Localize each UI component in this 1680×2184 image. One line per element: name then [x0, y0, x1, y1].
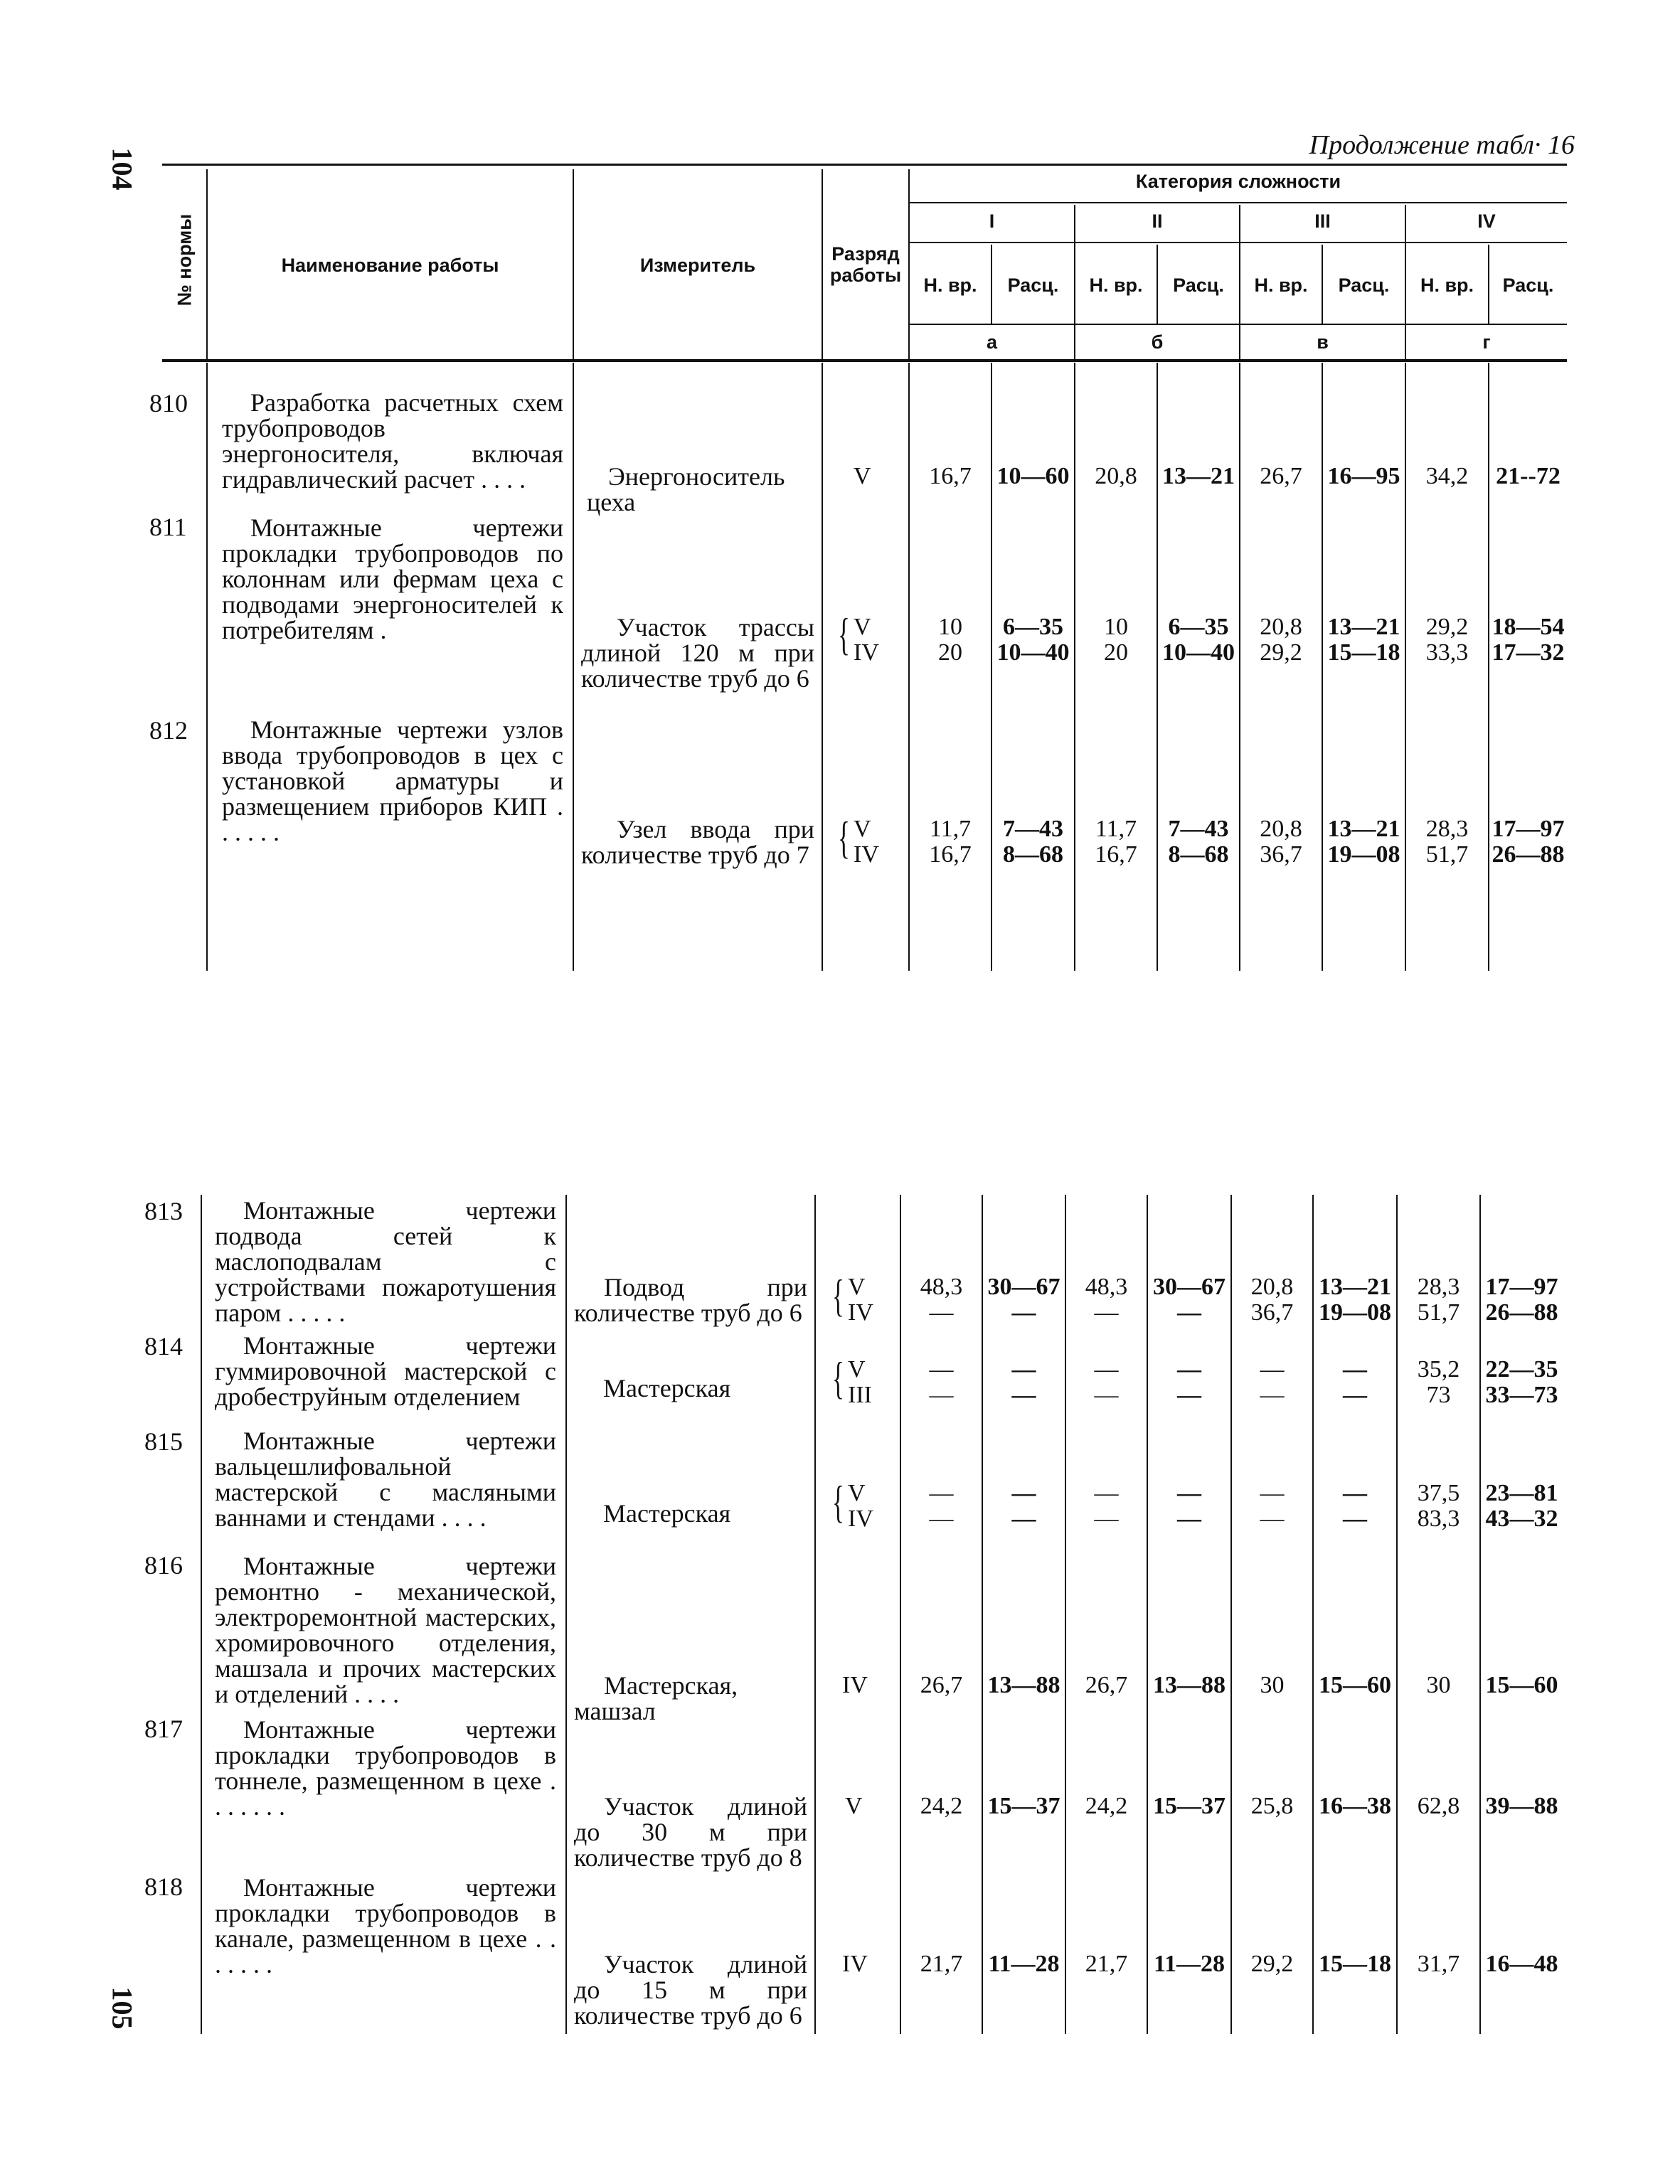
rasc-cat1: 8—68	[1003, 841, 1063, 868]
nvr-cat3: 36,7	[1260, 841, 1302, 868]
rasc-cat3: 19—08	[1327, 841, 1400, 868]
rasc-cat1: 6—35	[1003, 614, 1063, 640]
rank: V	[848, 1480, 866, 1506]
rasc-cat2: 13—21	[1162, 463, 1235, 489]
nvr-cat1: 11,7	[929, 816, 972, 842]
rasc-cat3: 13—21	[1327, 816, 1400, 842]
nvr-cat4: 28,3	[1425, 816, 1469, 842]
header-work-name: Наименование работы	[281, 255, 499, 276]
norm-number: 815	[144, 1427, 183, 1456]
nvr-cat4: 31,7	[1417, 1951, 1460, 1977]
rank: IV	[848, 1299, 873, 1326]
rank-brace: {	[832, 1476, 844, 1527]
nvr-cat4: 33,3	[1425, 639, 1469, 666]
norm-number: 813	[144, 1197, 183, 1225]
rasc-cat1: —	[1011, 1299, 1036, 1326]
work-name: Монтажные чертежи ремонтно - механической, электроремонтной мастерских, хромировочного отделения, машзала и прочих мастерских и отделений . . . .	[215, 1552, 556, 1708]
header-letter-a: а	[986, 331, 998, 353]
nvr-cat1: —	[929, 1506, 954, 1532]
rank: V	[848, 1274, 866, 1300]
rasc-cat1: 10—60	[996, 463, 1070, 489]
nvr-cat2: 11,7	[1095, 816, 1137, 842]
header-nvr: Н. вр.	[1254, 275, 1308, 296]
nvr-cat2: 21,7	[1085, 1951, 1128, 1977]
rasc-cat1: 7—43	[1003, 816, 1063, 842]
nvr-cat3: 20,8	[1260, 816, 1302, 842]
rasc-cat3: 15—18	[1319, 1951, 1391, 1977]
work-name: Монтажные чертежи гуммировочной мастерской с дробеструйным отделением	[215, 1331, 556, 1411]
rasc-cat4: 33—73	[1485, 1382, 1558, 1408]
work-name: Разработка расчетных схем трубопроводов энергоносителя, включая гидравлический расчет . . . .	[222, 388, 563, 494]
nvr-cat4: 30	[1426, 1672, 1451, 1698]
header-nvr: Н. вр.	[923, 275, 977, 296]
measure: Энергоноситель цеха	[587, 462, 785, 516]
header-nvr: Н. вр.	[1089, 275, 1143, 296]
nvr-cat1: 26,7	[920, 1672, 963, 1698]
norm-number: 811	[149, 513, 187, 541]
header-rasc: Расц.	[1173, 275, 1224, 296]
rasc-cat4: 15—60	[1485, 1672, 1558, 1698]
measure: Участок длиной до 30 м при количестве труб до 8	[574, 1792, 807, 1872]
rasc-cat4: 43—32	[1485, 1506, 1558, 1532]
nvr-cat4: 35,2	[1417, 1356, 1460, 1383]
rasc-cat2: 6—35	[1168, 614, 1229, 640]
rasc-cat3: 13—21	[1319, 1274, 1391, 1300]
nvr-cat3: —	[1260, 1480, 1285, 1506]
work-name: Монтажные чертежи прокладки трубопроводов по колоннам или фермам цеха с подводами энергоносителей к потребителям .	[222, 513, 563, 644]
work-name: Монтажные чертежи подвода сетей к маслоподвалам с устройствами пожаротушения паром . . . . .	[215, 1196, 556, 1327]
rasc-cat1: 10—40	[996, 639, 1070, 666]
nvr-cat1: 20	[938, 639, 962, 666]
nvr-cat3: 30	[1260, 1672, 1285, 1698]
rasc-cat2: 7—43	[1168, 816, 1229, 842]
nvr-cat3: 29,2	[1250, 1951, 1294, 1977]
rasc-cat1: —	[1011, 1356, 1036, 1383]
nvr-cat3: —	[1260, 1356, 1285, 1383]
nvr-cat4: 73	[1426, 1382, 1451, 1408]
header-letter-v: в	[1317, 331, 1329, 353]
rasc-cat4: 26—88	[1485, 1299, 1558, 1326]
rasc-cat2: —	[1177, 1356, 1201, 1383]
rank: V	[854, 816, 871, 842]
rasc-cat3: 15—18	[1327, 639, 1400, 666]
norm-number: 817	[144, 1715, 183, 1743]
rank: V	[845, 1793, 863, 1819]
table-continuation-caption: Продолжение табл· 16	[1309, 130, 1575, 160]
measure: Мастерская	[603, 1374, 731, 1402]
rank: IV	[854, 841, 879, 868]
nvr-cat3: —	[1260, 1382, 1285, 1408]
header-cat-iv: IV	[1477, 211, 1496, 232]
header-cat-iii: III	[1314, 211, 1331, 232]
nvr-cat4: 51,7	[1425, 841, 1469, 868]
rasc-cat2: —	[1177, 1382, 1201, 1408]
work-name: Монтажные чертежи узлов ввода трубопроводов в цех с установкой арматуры и размещением приборов КИП . . . . . .	[222, 715, 563, 846]
rasc-cat3: —	[1343, 1480, 1367, 1506]
nvr-cat4: 28,3	[1417, 1274, 1460, 1300]
header-nvr: Н. вр.	[1420, 275, 1474, 296]
nvr-cat3: 29,2	[1260, 639, 1302, 666]
nvr-cat3: 26,7	[1260, 463, 1302, 489]
nvr-cat2: 24,2	[1085, 1793, 1128, 1819]
rank: IV	[842, 1951, 868, 1977]
rasc-cat3: 16—95	[1327, 463, 1400, 489]
norm-number: 810	[149, 389, 188, 417]
rank: V	[854, 463, 871, 489]
nvr-cat4: 62,8	[1417, 1793, 1460, 1819]
rasc-cat1: —	[1011, 1382, 1036, 1408]
header-norm-number: № нормы	[174, 213, 196, 307]
work-name: Монтажные чертежи прокладки трубопроводов в тоннеле, размещенном в цехе . . . . . . .	[215, 1715, 556, 1821]
nvr-cat1: 21,7	[920, 1951, 963, 1977]
nvr-cat2: —	[1094, 1299, 1119, 1326]
page-number-right: 105	[106, 1986, 139, 2030]
nvr-cat2: —	[1094, 1506, 1119, 1532]
nvr-cat3: —	[1260, 1506, 1285, 1532]
rasc-cat2: 30—67	[1153, 1274, 1226, 1300]
rasc-cat3: —	[1343, 1356, 1367, 1383]
rasc-cat3: —	[1343, 1506, 1367, 1532]
nvr-cat1: —	[929, 1356, 954, 1383]
nvr-cat1: —	[929, 1382, 954, 1408]
rasc-cat4: 18—54	[1492, 614, 1565, 640]
rank-brace: {	[832, 1353, 844, 1403]
measure: Мастерская, машзал	[574, 1671, 738, 1725]
rasc-cat3: 19—08	[1319, 1299, 1391, 1326]
rasc-cat4: 21--72	[1496, 463, 1561, 489]
rasc-cat3: —	[1343, 1382, 1367, 1408]
nvr-cat3: 36,7	[1250, 1299, 1294, 1326]
rasc-cat4: 17—97	[1485, 1274, 1558, 1300]
nvr-cat3: 20,8	[1260, 614, 1302, 640]
nvr-cat2: —	[1094, 1382, 1119, 1408]
measure: Участок длиной до 15 м при количестве труб до 6	[574, 1950, 807, 2030]
rasc-cat4: 22—35	[1485, 1356, 1558, 1383]
work-name: Монтажные чертежи прокладки трубопроводов в канале, размещенном в цехе . . . . . . .	[215, 1873, 556, 1978]
measure: Подвод при количестве труб до 6	[574, 1273, 807, 1327]
nvr-cat1: 16,7	[929, 841, 972, 868]
header-measure: Измеритель	[639, 255, 756, 276]
header-rasc: Расц.	[1502, 275, 1554, 296]
rasc-cat4: 17—32	[1492, 639, 1565, 666]
rasc-cat2: —	[1177, 1506, 1201, 1532]
rasc-cat2: 10—40	[1162, 639, 1235, 666]
nvr-cat4: 34,2	[1425, 463, 1469, 489]
norm-number: 818	[144, 1873, 183, 1901]
measure: Мастерская	[603, 1499, 731, 1528]
measure: Участок трассы длиной 120 м при количестве труб до 6	[581, 613, 814, 693]
rank: IV	[848, 1506, 873, 1532]
nvr-cat2: 48,3	[1085, 1274, 1128, 1300]
nvr-cat1: 24,2	[920, 1793, 963, 1819]
nvr-cat1: —	[929, 1299, 954, 1326]
nvr-cat4: 51,7	[1417, 1299, 1460, 1326]
rank: V	[854, 614, 871, 640]
nvr-cat4: 37,5	[1417, 1480, 1460, 1506]
rasc-cat4: 26—88	[1492, 841, 1565, 868]
nvr-cat4: 83,3	[1417, 1506, 1460, 1532]
rasc-cat1: 11—28	[988, 1951, 1060, 1977]
nvr-cat1: —	[929, 1480, 954, 1506]
nvr-cat2: 20	[1104, 639, 1128, 666]
rasc-cat2: 13—88	[1153, 1672, 1226, 1698]
header-cat-ii: II	[1152, 211, 1163, 232]
rasc-cat1: —	[1011, 1480, 1036, 1506]
rasc-cat4: 17—97	[1492, 816, 1565, 842]
rasc-cat2: 15—37	[1153, 1793, 1226, 1819]
header-rasc: Расц.	[1007, 275, 1059, 296]
rank: III	[848, 1382, 872, 1408]
nvr-cat2: 16,7	[1095, 841, 1137, 868]
rank-brace: {	[838, 609, 850, 659]
header-category: Категория сложности	[1135, 171, 1341, 192]
rasc-cat3: 16—38	[1319, 1793, 1391, 1819]
rank-brace: {	[832, 1270, 844, 1321]
header-letter-b: б	[1151, 331, 1164, 353]
nvr-cat1: 10	[938, 614, 962, 640]
rank: IV	[854, 639, 879, 666]
rasc-cat2: 11—28	[1153, 1951, 1226, 1977]
header-letter-g: г	[1482, 331, 1491, 353]
nvr-cat4: 29,2	[1425, 614, 1469, 640]
rank: V	[848, 1356, 866, 1383]
nvr-cat3: 25,8	[1250, 1793, 1294, 1819]
norm-number: 812	[149, 716, 188, 745]
nvr-cat2: 20,8	[1095, 463, 1137, 489]
header-cat-i: I	[989, 211, 995, 232]
rasc-cat1: —	[1011, 1506, 1036, 1532]
rasc-cat1: 13—88	[987, 1672, 1060, 1698]
rasc-cat4: 39—88	[1485, 1793, 1558, 1819]
rasc-cat3: 15—60	[1319, 1672, 1391, 1698]
header-rank: Разряд работы	[829, 243, 902, 286]
rasc-cat4: 16—48	[1485, 1951, 1558, 1977]
norm-number: 816	[144, 1551, 183, 1580]
rasc-cat1: 15—37	[987, 1793, 1060, 1819]
measure: Узел ввода при количестве труб до 7	[581, 815, 814, 869]
nvr-cat2: 10	[1104, 614, 1128, 640]
rank: IV	[842, 1672, 868, 1698]
nvr-cat1: 48,3	[920, 1274, 963, 1300]
nvr-cat3: 20,8	[1250, 1274, 1294, 1300]
nvr-cat2: —	[1094, 1480, 1119, 1506]
rasc-cat3: 13—21	[1327, 614, 1400, 640]
nvr-cat1: 16,7	[929, 463, 972, 489]
rasc-cat4: 23—81	[1485, 1480, 1558, 1506]
rasc-cat1: 30—67	[987, 1274, 1060, 1300]
norm-number: 814	[144, 1332, 183, 1360]
nvr-cat2: 26,7	[1085, 1672, 1128, 1698]
work-name: Монтажные чертежи вальцешлифовальной мастерской с масляными ваннами и стендами . . . .	[215, 1427, 556, 1532]
nvr-cat2: —	[1094, 1356, 1119, 1383]
rasc-cat2: —	[1177, 1480, 1201, 1506]
rank-brace: {	[838, 812, 850, 863]
rasc-cat2: —	[1177, 1299, 1201, 1326]
rasc-cat2: 8—68	[1168, 841, 1229, 868]
header-rasc: Расц.	[1338, 275, 1390, 296]
page-number-left: 104	[106, 147, 139, 191]
